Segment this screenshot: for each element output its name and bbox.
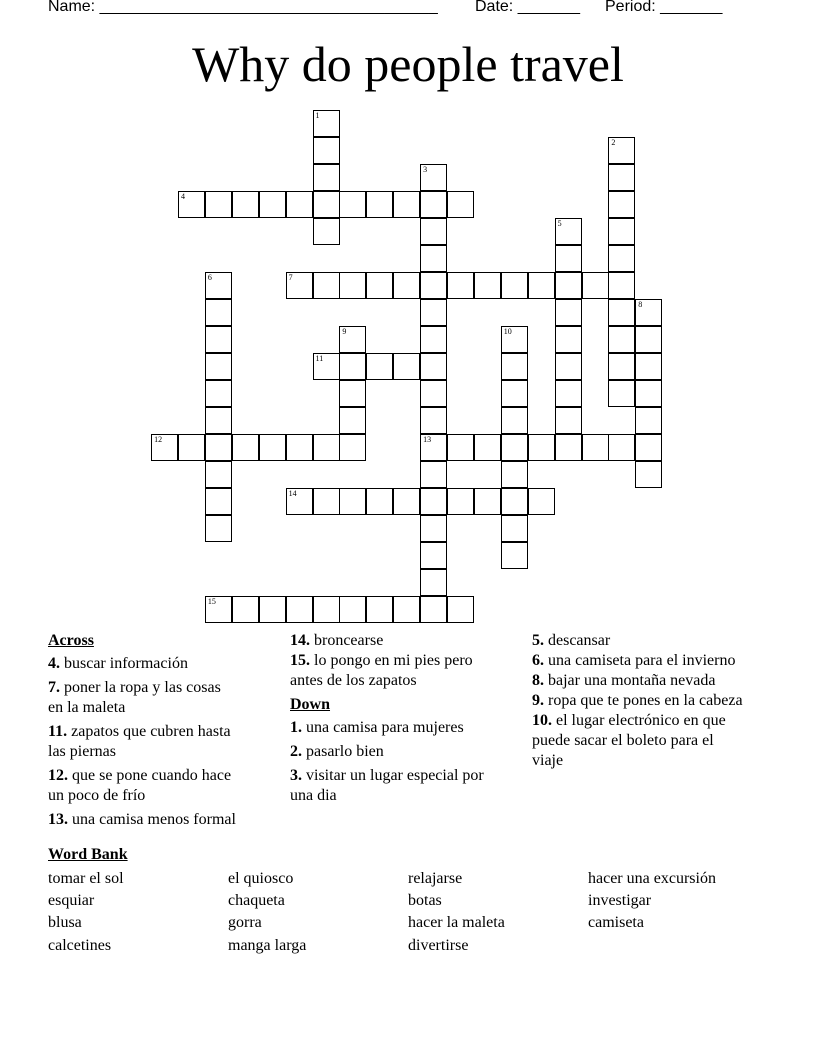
crossword-cell[interactable] xyxy=(635,407,662,434)
crossword-cell[interactable] xyxy=(420,596,447,623)
clue-number: 12 xyxy=(154,435,163,444)
crossword-cell[interactable] xyxy=(286,191,313,218)
crossword-cell[interactable] xyxy=(608,218,635,245)
crossword-cell[interactable] xyxy=(393,272,420,299)
clue-number: 14 xyxy=(288,489,297,498)
clue-number: 7 xyxy=(288,273,293,282)
crossword-cell[interactable] xyxy=(608,326,635,353)
crossword-cell[interactable] xyxy=(420,353,447,380)
clues-column-2 xyxy=(290,631,505,810)
clue-item: 8. bajar una montaña nevada xyxy=(532,672,716,689)
crossword-cell[interactable] xyxy=(528,488,555,515)
clue-number: 4 xyxy=(181,192,185,201)
clues-column-3 xyxy=(532,631,747,771)
crossword-cell[interactable] xyxy=(501,407,528,434)
crossword-cell[interactable] xyxy=(608,191,635,218)
crossword-cell[interactable] xyxy=(313,272,340,299)
crossword-cell[interactable] xyxy=(339,488,366,515)
crossword-cell[interactable] xyxy=(205,299,232,326)
crossword-cell[interactable] xyxy=(555,245,582,272)
clue-item: 3. visitar un lugar especial por una dia xyxy=(290,767,484,804)
crossword-cell[interactable] xyxy=(232,596,259,623)
clue-number: 15 xyxy=(207,597,216,606)
crossword-cell[interactable] xyxy=(555,272,582,299)
clue-item: 10. el lugar electrónico en que puede sacar el boleto para el viaje xyxy=(532,712,726,769)
crossword-cell[interactable] xyxy=(501,380,528,407)
crossword-cell[interactable] xyxy=(259,434,286,461)
word-bank-item: relajarse xyxy=(408,870,463,887)
crossword-cell[interactable] xyxy=(420,272,447,299)
across-heading: Across xyxy=(48,632,94,649)
crossword-cell[interactable] xyxy=(501,488,528,515)
word-bank-item: gorra xyxy=(228,914,262,931)
crossword-cell[interactable] xyxy=(501,353,528,380)
crossword-cell[interactable] xyxy=(366,272,393,299)
crossword-cell[interactable] xyxy=(286,488,313,515)
clue-number: 9 xyxy=(342,327,347,336)
clue-number: 10 xyxy=(503,327,512,336)
clue-number: 3 xyxy=(423,165,428,174)
word-bank-item: divertirse xyxy=(408,937,469,954)
clue-item: 12. que se pone cuando hace un poco de frío xyxy=(48,767,232,804)
word-bank-item: tomar el sol xyxy=(48,870,124,887)
crossword-cell[interactable] xyxy=(420,542,447,569)
crossword-cell[interactable] xyxy=(501,272,528,299)
down-heading: Down xyxy=(290,696,331,713)
crossword-cell[interactable] xyxy=(205,488,232,515)
crossword-cell[interactable] xyxy=(286,596,313,623)
crossword-cell[interactable] xyxy=(474,272,501,299)
crossword-cell[interactable] xyxy=(635,461,662,488)
crossword-cell[interactable] xyxy=(501,542,528,569)
crossword-cell[interactable] xyxy=(259,596,286,623)
crossword-cell[interactable] xyxy=(313,218,340,245)
clue-item: 11. zapatos que cubren hasta las piernas xyxy=(48,723,231,760)
word-bank-item: el quiosco xyxy=(228,870,294,887)
crossword-cell[interactable] xyxy=(393,191,420,218)
clue-number: 13 xyxy=(423,435,432,444)
crossword-cell[interactable] xyxy=(313,191,340,218)
crossword-cell[interactable] xyxy=(205,407,232,434)
crossword-cell[interactable] xyxy=(313,596,340,623)
crossword-cell[interactable] xyxy=(339,596,366,623)
clue-item: 4. buscar información xyxy=(48,655,188,672)
crossword-cell[interactable] xyxy=(608,353,635,380)
crossword-cell[interactable] xyxy=(339,380,366,407)
clue-number: 11 xyxy=(315,354,324,363)
word-bank-item: chaqueta xyxy=(228,892,285,909)
crossword-cell[interactable] xyxy=(205,272,232,299)
crossword-cell[interactable] xyxy=(205,515,232,542)
word-bank-item: investigar xyxy=(588,892,652,909)
crossword-cell[interactable] xyxy=(393,488,420,515)
crossword-cell[interactable] xyxy=(420,434,447,461)
clue-number: 8 xyxy=(638,300,643,309)
crossword-cell[interactable] xyxy=(420,407,447,434)
crossword-cell[interactable] xyxy=(420,515,447,542)
clue-number: 2 xyxy=(611,138,616,147)
crossword-cell[interactable] xyxy=(635,353,662,380)
crossword-cell[interactable] xyxy=(178,191,205,218)
crossword-cell[interactable] xyxy=(151,434,178,461)
clue-item: 15. lo pongo en mi pies pero antes de los zapatos xyxy=(290,652,473,689)
crossword-cell[interactable] xyxy=(635,434,662,461)
crossword-cell[interactable] xyxy=(393,596,420,623)
word-bank-item: calcetines xyxy=(48,937,112,954)
clue-item: 14. broncearse xyxy=(290,632,384,649)
crossword-cell[interactable] xyxy=(420,488,447,515)
crossword-cell[interactable] xyxy=(608,245,635,272)
crossword-cell[interactable] xyxy=(555,407,582,434)
crossword-cell[interactable] xyxy=(420,569,447,596)
crossword-cell[interactable] xyxy=(501,326,528,353)
crossword-cell[interactable] xyxy=(635,299,662,326)
crossword-cell[interactable] xyxy=(339,407,366,434)
crossword-cell[interactable] xyxy=(420,380,447,407)
crossword-cell[interactable] xyxy=(608,272,635,299)
crossword-cell[interactable] xyxy=(313,137,340,164)
clue-item: 6. una camiseta para el invierno xyxy=(532,652,736,669)
crossword-cell[interactable] xyxy=(339,434,366,461)
crossword-cell[interactable] xyxy=(447,488,474,515)
crossword-cell[interactable] xyxy=(555,353,582,380)
crossword-cell[interactable] xyxy=(286,434,313,461)
crossword-cell[interactable] xyxy=(366,488,393,515)
clue-number: 5 xyxy=(557,219,562,228)
crossword-cell[interactable] xyxy=(555,380,582,407)
crossword-cell[interactable] xyxy=(366,353,393,380)
crossword-cell[interactable] xyxy=(205,353,232,380)
crossword-cell[interactable] xyxy=(205,434,232,461)
crossword-cell[interactable] xyxy=(339,191,366,218)
clue-item: 9. ropa que te pones en la cabeza xyxy=(532,692,743,709)
crossword-cell[interactable] xyxy=(528,272,555,299)
word-bank-item: esquiar xyxy=(48,892,95,909)
crossword-cell[interactable] xyxy=(366,596,393,623)
crossword-cell[interactable] xyxy=(339,353,366,380)
word-bank-title: Word Bank xyxy=(48,846,128,863)
word-bank-item: botas xyxy=(408,892,442,909)
crossword-cell[interactable] xyxy=(447,272,474,299)
crossword-cell[interactable] xyxy=(501,461,528,488)
clue-item: 7. poner la ropa y las cosas en la maleta xyxy=(48,679,221,716)
word-bank-item: blusa xyxy=(48,914,82,931)
crossword-cell[interactable] xyxy=(474,488,501,515)
crossword-cell[interactable] xyxy=(420,164,447,191)
clue-item: 13. una camisa menos formal xyxy=(48,811,236,828)
crossword-cell[interactable] xyxy=(366,191,393,218)
crossword-cell[interactable] xyxy=(420,461,447,488)
word-bank-item: hacer una excursión xyxy=(588,870,716,887)
crossword-cell[interactable] xyxy=(393,353,420,380)
crossword-cell[interactable] xyxy=(286,272,313,299)
crossword-cell[interactable] xyxy=(635,326,662,353)
clue-item: 2. pasarlo bien xyxy=(290,743,384,760)
word-bank-item: hacer la maleta xyxy=(408,914,505,931)
crossword-cell[interactable] xyxy=(339,326,366,353)
crossword-cell[interactable] xyxy=(608,137,635,164)
crossword-cell[interactable] xyxy=(608,164,635,191)
crossword-cell[interactable] xyxy=(313,353,340,380)
word-bank-item: manga larga xyxy=(228,937,307,954)
crossword-cell[interactable] xyxy=(608,299,635,326)
clue-item: 1. una camisa para mujeres xyxy=(290,719,464,736)
crossword-cell[interactable] xyxy=(313,488,340,515)
crossword-cell[interactable] xyxy=(474,434,501,461)
crossword-cell[interactable] xyxy=(447,596,474,623)
crossword-cell[interactable] xyxy=(420,218,447,245)
clue-number: 1 xyxy=(315,111,320,120)
name-field-label: Name: ______________________________________ xyxy=(48,0,438,15)
clues-column-1 xyxy=(48,631,238,834)
crossword-cell[interactable] xyxy=(555,218,582,245)
crossword-cell[interactable] xyxy=(205,191,232,218)
crossword-cell[interactable] xyxy=(447,191,474,218)
crossword-cell[interactable] xyxy=(420,245,447,272)
crossword-cell[interactable] xyxy=(555,326,582,353)
period-field-label: Period: _______ xyxy=(605,0,723,15)
crossword-cell[interactable] xyxy=(339,272,366,299)
crossword-cell[interactable] xyxy=(232,434,259,461)
crossword-cell[interactable] xyxy=(178,434,205,461)
crossword-cell[interactable] xyxy=(205,380,232,407)
crossword-cell[interactable] xyxy=(555,299,582,326)
crossword-cell[interactable] xyxy=(420,326,447,353)
page-title: Why do people travel xyxy=(192,36,624,92)
crossword-cell[interactable] xyxy=(608,380,635,407)
crossword-cell[interactable] xyxy=(205,326,232,353)
crossword-cell[interactable] xyxy=(608,434,635,461)
crossword-cell[interactable] xyxy=(420,299,447,326)
crossword-cell[interactable] xyxy=(205,461,232,488)
clue-number: 6 xyxy=(207,273,212,282)
crossword-cell[interactable] xyxy=(528,434,555,461)
crossword-cell[interactable] xyxy=(313,110,340,137)
crossword-cell[interactable] xyxy=(313,164,340,191)
crossword-cell[interactable] xyxy=(313,434,340,461)
date-field-label: Date: _______ xyxy=(475,0,580,15)
crossword-cell[interactable] xyxy=(501,434,528,461)
crossword-cell[interactable] xyxy=(232,191,259,218)
clue-item: 5. descansar xyxy=(532,632,611,649)
crossword-cell[interactable] xyxy=(635,380,662,407)
crossword-cell[interactable] xyxy=(259,191,286,218)
word-bank-item: camiseta xyxy=(588,914,644,931)
crossword-cell[interactable] xyxy=(447,434,474,461)
crossword-cell[interactable] xyxy=(555,434,582,461)
crossword-cell[interactable] xyxy=(582,434,609,461)
crossword-cell[interactable] xyxy=(420,191,447,218)
crossword-cell[interactable] xyxy=(501,515,528,542)
crossword-cell[interactable] xyxy=(205,596,232,623)
crossword-cell[interactable] xyxy=(582,272,609,299)
